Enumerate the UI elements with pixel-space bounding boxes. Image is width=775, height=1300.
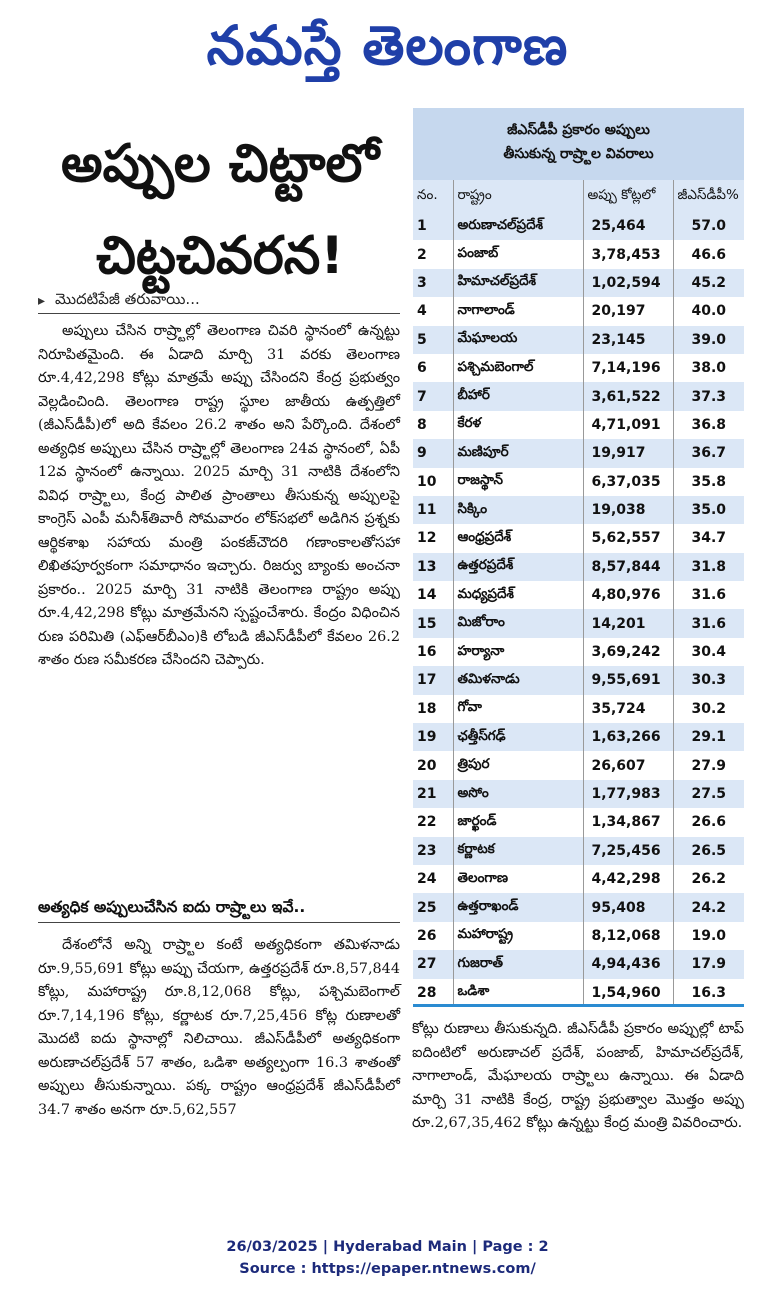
divider	[38, 922, 400, 923]
table-row	[413, 893, 744, 921]
row-debt: 4,94,436	[583, 950, 673, 978]
row-gsdp: 19.0	[673, 922, 744, 950]
article-paragraph-2: దేశంలోనే అన్ని రాష్ర్టాల కంటే అత్యధికంగా తమిళనాడు రూ.9,55,691 కోట్లు అప్పు చేయగా, ఉత్తరప్రదేశ్ రూ.8,57,844 కోట్లు, మహారాష్ట్ర రూ.8,12,068 కోట్లు, పశ్చిమబెంగాల్ రూ.7,14,196 కోట్లు, కర్ణాటక రూ.7,25,456 కోట్ల రుణాలతో మొదటి ఐదు స్థానాల్లో నిలిచాయి. జీఎస్‌డీపీలో అత్యధికంగా అరుణాచల్‌ప్రదేశ్ 57 శాతం, ఒడిశా అత్యల్పంగా 16.3 శాతంతో అప్పులు తీసుకున్నాయి. పక్క రాష్ట్రం ఆంధ్రప్రదేశ్ జీఎస్‌డీపీలో 34.7 శాతం అనగా రూ.5,62,557	[38, 937, 400, 1118]
row-debt: 3,69,242	[583, 638, 673, 666]
table-row	[413, 269, 744, 297]
table-row	[413, 638, 744, 666]
row-debt: 4,80,976	[583, 581, 673, 609]
table-row	[413, 723, 744, 751]
table-row	[413, 411, 744, 439]
table-row	[413, 212, 744, 240]
row-state: హిమాచల్‌ప్రదేశ్	[453, 269, 583, 297]
headline-line-1: అప్పుల చిట్టాలో	[61, 134, 379, 194]
row-debt: 4,71,091	[583, 411, 673, 439]
row-gsdp: 30.3	[673, 666, 744, 694]
row-state: పశ్చిమబెంగాల్	[453, 354, 583, 382]
row-gsdp: 36.7	[673, 439, 744, 467]
table-row	[413, 950, 744, 978]
row-gsdp: 37.3	[673, 382, 744, 410]
row-debt: 19,917	[583, 439, 673, 467]
row-state: ఒడిశా	[453, 979, 583, 1007]
row-gsdp: 40.0	[673, 297, 744, 325]
table-row	[413, 240, 744, 268]
row-gsdp: 45.2	[673, 269, 744, 297]
row-no: 17	[413, 666, 453, 694]
masthead-title: నమస్తే తెలంగాణ	[206, 13, 569, 77]
row-debt: 1,34,867	[583, 808, 673, 836]
row-debt: 1,63,266	[583, 723, 673, 751]
divider	[38, 313, 400, 314]
row-gsdp: 30.2	[673, 695, 744, 723]
row-debt: 95,408	[583, 893, 673, 921]
row-debt: 3,61,522	[583, 382, 673, 410]
row-no: 2	[413, 240, 453, 268]
table-header-row	[413, 180, 744, 212]
row-state: హర్యానా	[453, 638, 583, 666]
row-no: 26	[413, 922, 453, 950]
table-row	[413, 865, 744, 893]
row-no: 14	[413, 581, 453, 609]
table-row	[413, 326, 744, 354]
row-state: అరుణాచల్‌ప్రదేశ్	[453, 212, 583, 240]
row-state: పంజాబ్	[453, 240, 583, 268]
row-debt: 7,25,456	[583, 837, 673, 865]
table-row	[413, 553, 744, 581]
row-debt: 19,038	[583, 496, 673, 524]
row-state: నాగాలాండ్	[453, 297, 583, 325]
row-debt: 8,57,844	[583, 553, 673, 581]
row-no: 13	[413, 553, 453, 581]
table-row	[413, 581, 744, 609]
row-debt: 8,12,068	[583, 922, 673, 950]
row-debt: 1,54,960	[583, 979, 673, 1007]
row-gsdp: 31.6	[673, 609, 744, 637]
table-row	[413, 751, 744, 779]
row-gsdp: 36.8	[673, 411, 744, 439]
row-state: ఉత్తరాఖండ్	[453, 893, 583, 921]
row-debt: 14,201	[583, 609, 673, 637]
footer-edition: 26/03/2025 | Hyderabad Main | Page : 2	[226, 1239, 549, 1255]
debt-table-box	[413, 108, 744, 1006]
row-debt: 26,607	[583, 751, 673, 779]
row-state: ఆంధ్రప్రదేశ్	[453, 524, 583, 552]
table-row	[413, 979, 744, 1007]
row-state: రాజస్థాన్	[453, 468, 583, 496]
row-state: జార్ఖండ్	[453, 808, 583, 836]
header-debt: అప్పు కోట్లలో	[583, 180, 673, 212]
chevron-right-icon: ▸	[38, 293, 46, 309]
row-no: 4	[413, 297, 453, 325]
row-state: అసోం	[453, 780, 583, 808]
row-no: 23	[413, 837, 453, 865]
row-gsdp: 24.2	[673, 893, 744, 921]
row-state: మేఘాలయ	[453, 326, 583, 354]
row-debt: 6,37,035	[583, 468, 673, 496]
row-state: మణిపూర్	[453, 439, 583, 467]
row-no: 8	[413, 411, 453, 439]
table-title	[413, 108, 744, 180]
header-state: రాష్ట్రం	[453, 180, 583, 212]
row-debt: 25,464	[583, 212, 673, 240]
row-no: 10	[413, 468, 453, 496]
row-gsdp: 35.0	[673, 496, 744, 524]
row-state: కర్ణాటక	[453, 837, 583, 865]
headline	[40, 118, 400, 302]
table-row	[413, 666, 744, 694]
row-no: 24	[413, 865, 453, 893]
row-debt: 3,78,453	[583, 240, 673, 268]
row-state: ఉత్తరప్రదేశ్	[453, 553, 583, 581]
header-gsdp: జీఎస్‌డీపీ%	[673, 180, 744, 212]
row-gsdp: 26.2	[673, 865, 744, 893]
row-state: మధ్యప్రదేశ్	[453, 581, 583, 609]
section-heading: అత్యధిక అప్పులుచేసిన ఐదు రాష్ర్టాలు ఇవే..	[38, 898, 306, 916]
row-debt: 1,77,983	[583, 780, 673, 808]
row-gsdp: 26.6	[673, 808, 744, 836]
table-row	[413, 609, 744, 637]
debt-table	[413, 180, 744, 1007]
row-debt: 20,197	[583, 297, 673, 325]
row-gsdp: 46.6	[673, 240, 744, 268]
table-title-line-2: తీసుకున్న రాష్ర్టాల వివరాలు	[503, 146, 654, 162]
table-row	[413, 496, 744, 524]
table-row	[413, 468, 744, 496]
table-body	[413, 212, 744, 1007]
row-no: 5	[413, 326, 453, 354]
table-row	[413, 382, 744, 410]
row-no: 18	[413, 695, 453, 723]
table-row	[413, 524, 744, 552]
row-state: గోవా	[453, 695, 583, 723]
row-no: 3	[413, 269, 453, 297]
row-gsdp: 34.7	[673, 524, 744, 552]
row-state: కేరళ	[453, 411, 583, 439]
table-row	[413, 780, 744, 808]
header-no: నం.	[413, 180, 453, 212]
row-no: 20	[413, 751, 453, 779]
row-gsdp: 31.6	[673, 581, 744, 609]
row-no: 12	[413, 524, 453, 552]
continuation-note	[38, 290, 398, 312]
table-row	[413, 695, 744, 723]
table-row	[413, 354, 744, 382]
article-paragraph-1: అప్పులు చేసిన రాష్ర్టాల్లో తెలంగాణ చివరి స్థానంలో ఉన్నట్టు నిరూపితమైంది. ఈ ఏడాది మార్చి 31 వరకు తెలంగాణ రూ.4,42,298 కోట్లు మాత్రమే అప్పు చేసిందని కేంద్ర ప్రభుత్వం వెల్లడించింది. తెలంగాణ రాష్ట్ర స్థూల జాతీయ ఉత్పత్తిలో (జీఎస్‌డీపీ)లో అది కేవలం 26.2 శాతం అని పేర్కొంది. దేశంలో అత్యధిక అప్పులు చేసిన రాష్ర్టాల్లో తెలంగాణ 24వ స్థానంలో, ఏపీ 12వ స్థానంలో ఉన్నాయి. 2025 మార్చి 31 నాటికి దేశంలోని వివిధ రాష్ర్టాలు, కేంద్ర పాలిత ప్రాంతాలు తీసుకున్న అప్పులపై కాంగ్రెస్ ఎంపీ మనీశ్‌తివారీ సోమవారం లోక్‌సభలో అడిగిన ప్రశ్నకు ఆర్థికశాఖ సహాయ మంత్రి పంకజ్‌చౌదరి గణాంకాలతోసహా లిఖితపూర్వకంగా సమాధానం ఇచ్చారు. రిజర్వు బ్యాంకు అంచనా ప్రకారం.. 2025 మార్చి 31 నాటికి తెలంగాణ రాష్ట్రం అప్పు రూ.4,42,298 కోట్లు మాత్రమేనని స్పష్టంచేశారు. కేంద్రం విధించిన రుణ పరిమితి (ఎఫ్‌ఆర్‌బీఎం)కి లోబడి జీఎస్‌డీపీలో కేవలం 26.2 శాతం రుణ సమీకరణ చేసిందని చెప్పారు.	[38, 323, 400, 668]
row-debt: 35,724	[583, 695, 673, 723]
row-no: 25	[413, 893, 453, 921]
row-gsdp: 16.3	[673, 979, 744, 1007]
row-no: 27	[413, 950, 453, 978]
row-state: తెలంగాణ	[453, 865, 583, 893]
row-debt: 4,42,298	[583, 865, 673, 893]
table-row	[413, 297, 744, 325]
masthead	[0, 0, 775, 90]
row-gsdp: 35.8	[673, 468, 744, 496]
row-gsdp: 31.8	[673, 553, 744, 581]
row-no: 21	[413, 780, 453, 808]
article-paragraph-3: కోట్లు రుణాలు తీసుకున్నది. జీఎస్‌డీపీ ప్రకారం అప్పుల్లో టాప్ ఐదింటిలో అరుణాచల్ ప్రదేశ్, పంజాబ్, హిమాచల్‌ప్రదేశ్, నాగాలాండ్, మేఘాలయ రాష్ర్టాలు ఉన్నాయి. ఈ ఏడాది మార్చి 31 నాటికి కేంద్ర, రాష్ట్ర ప్రభుత్వాల మొత్తం అప్పు రూ.2,67,35,462 కోట్లు ఉన్నట్టు కేంద్ర మంత్రి వివరించారు.	[412, 1021, 744, 1131]
row-state: సిక్కిం	[453, 496, 583, 524]
row-gsdp: 30.4	[673, 638, 744, 666]
row-gsdp: 57.0	[673, 212, 744, 240]
row-gsdp: 38.0	[673, 354, 744, 382]
row-no: 22	[413, 808, 453, 836]
row-state: మిజోరాం	[453, 609, 583, 637]
row-debt: 5,62,557	[583, 524, 673, 552]
row-debt: 1,02,594	[583, 269, 673, 297]
row-no: 9	[413, 439, 453, 467]
continuation-text: మొదటిపేజీ తరువాయి...	[55, 290, 200, 308]
row-no: 16	[413, 638, 453, 666]
row-debt: 9,55,691	[583, 666, 673, 694]
table-bottom-bar	[413, 1004, 744, 1007]
row-state: బీహార్	[453, 382, 583, 410]
table-row	[413, 922, 744, 950]
row-state: త్రిపుర	[453, 751, 583, 779]
row-debt: 7,14,196	[583, 354, 673, 382]
row-no: 28	[413, 979, 453, 1007]
row-debt: 23,145	[583, 326, 673, 354]
row-state: ఛత్తీస్‌గఢ్	[453, 723, 583, 751]
row-gsdp: 17.9	[673, 950, 744, 978]
row-gsdp: 27.5	[673, 780, 744, 808]
row-state: గుజరాత్	[453, 950, 583, 978]
table-row	[413, 808, 744, 836]
page-footer	[0, 1236, 775, 1280]
table-title-line-1: జీఎస్‌డీపీ ప్రకారం అప్పులు	[507, 122, 650, 138]
row-gsdp: 27.9	[673, 751, 744, 779]
row-gsdp: 29.1	[673, 723, 744, 751]
table-row	[413, 439, 744, 467]
row-no: 7	[413, 382, 453, 410]
row-no: 1	[413, 212, 453, 240]
row-no: 19	[413, 723, 453, 751]
row-state: తమిళనాడు	[453, 666, 583, 694]
row-state: మహారాష్ట్ర	[453, 922, 583, 950]
row-no: 6	[413, 354, 453, 382]
table-row	[413, 837, 744, 865]
row-no: 11	[413, 496, 453, 524]
headline-line-2: చిట్టచివరన!	[96, 226, 344, 286]
footer-source: Source : https://epaper.ntnews.com/	[239, 1261, 536, 1277]
row-no: 15	[413, 609, 453, 637]
row-gsdp: 39.0	[673, 326, 744, 354]
row-gsdp: 26.5	[673, 837, 744, 865]
